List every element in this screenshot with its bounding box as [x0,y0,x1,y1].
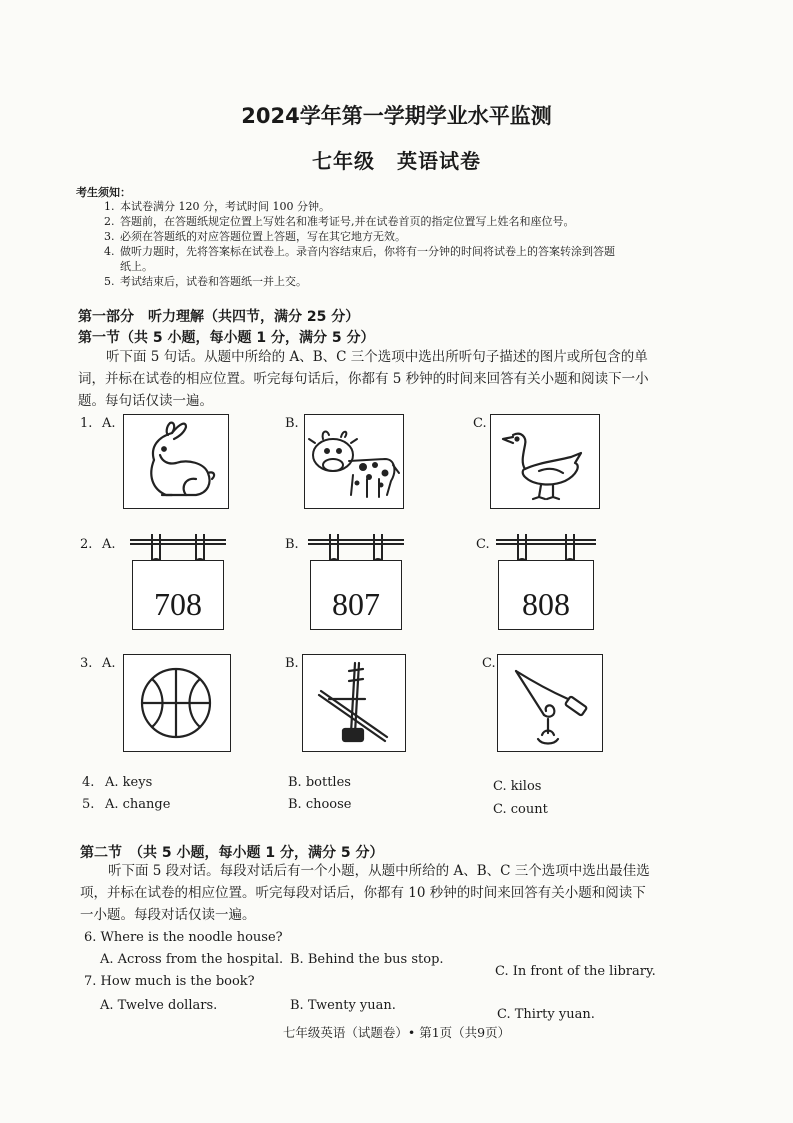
fishing-rod-icon [498,655,600,749]
q7-option-c[interactable]: C. Thirty yuan. [497,1007,595,1022]
notice-item: 1. 本试卷满分 120 分，考试时间 100 分钟。 [104,200,330,213]
q1-option-a-label: A. [102,416,116,431]
q1-option-c-label: C. [473,416,487,431]
q2-option-a-label: A. [102,537,116,552]
q2-option-b-label: B. [285,537,299,552]
rabbit-icon [124,415,226,506]
q3-option-a-label: A. [102,656,116,671]
section1-heading: 第一节（共 5 小题，每小题 1 分，满分 5 分） [78,330,375,346]
exam-title: 2024学年第一学期学业水平监测 [241,104,552,128]
calendar-number: 807 [332,586,380,622]
q2-option-a-calendar[interactable] [124,530,232,630]
goose-icon [491,415,597,506]
notice-item: 5. 考试结束后，试卷和答题纸一并上交。 [104,275,307,288]
section2-heading: 第二节 （共 5 小题，每小题 1 分，满分 5 分） [80,845,384,861]
q1-option-b-label: B. [285,416,299,431]
q2-option-c-calendar[interactable] [490,530,602,630]
q3-option-c-picture[interactable] [497,654,603,752]
q7-option-a[interactable]: A. Twelve dollars. [100,998,218,1013]
q1-option-c-picture[interactable] [490,414,600,509]
notice-heading: 考生须知： [76,186,131,199]
notice-item: 2. 答题前，在答题纸规定位置上写姓名和准考证号,并在试卷首页的指定位置写上姓名和座位号。 [104,215,575,228]
subject-label: 英语试卷 [397,149,481,173]
notice-item: 纸上。 [120,260,153,273]
q4-option-c[interactable]: C. kilos [493,779,542,794]
q3-option-b-picture[interactable] [302,654,406,752]
calendar-number: 808 [522,586,570,622]
q1-option-b-picture[interactable] [304,414,404,509]
q5-option-b[interactable]: B. choose [288,797,352,812]
q2-number: 2. [80,537,93,552]
grade-label: 七年级 [312,149,375,173]
q6-option-c[interactable]: C. In front of the library. [495,964,656,979]
q3-number: 3. [80,656,93,671]
q5-number: 5. [82,797,95,812]
q7-question: 7. How much is the book? [84,974,255,989]
notice-item: 3. 必须在答题纸的对应答题位置上答题，写在其它地方无效。 [104,230,406,243]
notice-item: 4. 做听力题时，先将答案标在试卷上。录音内容结束后，你将有一分钟的时间将试卷上的答案转涂到答题 [104,245,615,258]
q1-number: 1. [80,416,93,431]
q2-option-c-label: C. [476,537,490,552]
q6-option-a[interactable]: A. Across from the hospital. [100,952,284,967]
cow-icon [305,415,401,506]
basketball-icon [124,655,228,749]
q5-option-c[interactable]: C. count [493,802,548,817]
q7-option-b[interactable]: B. Twenty yuan. [290,998,396,1013]
section2-instructions: 听下面 5 段对话。每段对话后有一个小题，从题中所给的 A、B、C 三个选项中选出最佳选 项，并标在试卷的相应位置。听完每段对话后，你都有 10 秒钟的时间来回答有关小题和阅读下 一小题。每段对话仅读一遍。 [80,863,650,923]
q1-option-a-picture[interactable] [123,414,229,509]
exam-subtitle [0,145,793,174]
q3-option-c-label: C. [482,656,496,671]
notice-list [104,199,704,289]
erhu-icon [303,655,403,749]
part1-heading: 第一部分 听力理解（共四节，满分 25 分） [78,309,360,325]
page-footer: 七年级英语（试题卷）• 第1页（共9页） [282,1025,511,1040]
q4-number: 4. [82,775,95,790]
q2-option-b-calendar[interactable] [302,530,410,630]
q5-option-a[interactable]: A. change [105,797,171,812]
q3-option-b-label: B. [285,656,299,671]
q4-option-a[interactable]: A. keys [105,775,153,790]
q6-question: 6. Where is the noodle house? [84,930,283,945]
section1-instructions: 听下面 5 句话。从题中所给的 A、B、C 三个选项中选出所听句子描述的图片或所包含的单 词，并标在试卷的相应位置。听完每句话后，你都有 5 秒钟的时间来回答有关小题和阅读下一小 题。每句话仅读一遍。 [78,349,649,409]
q3-option-a-picture[interactable] [123,654,231,752]
q6-option-b[interactable]: B. Behind the bus stop. [290,952,444,967]
q4-option-b[interactable]: B. bottles [288,775,351,790]
calendar-number: 708 [154,586,202,622]
